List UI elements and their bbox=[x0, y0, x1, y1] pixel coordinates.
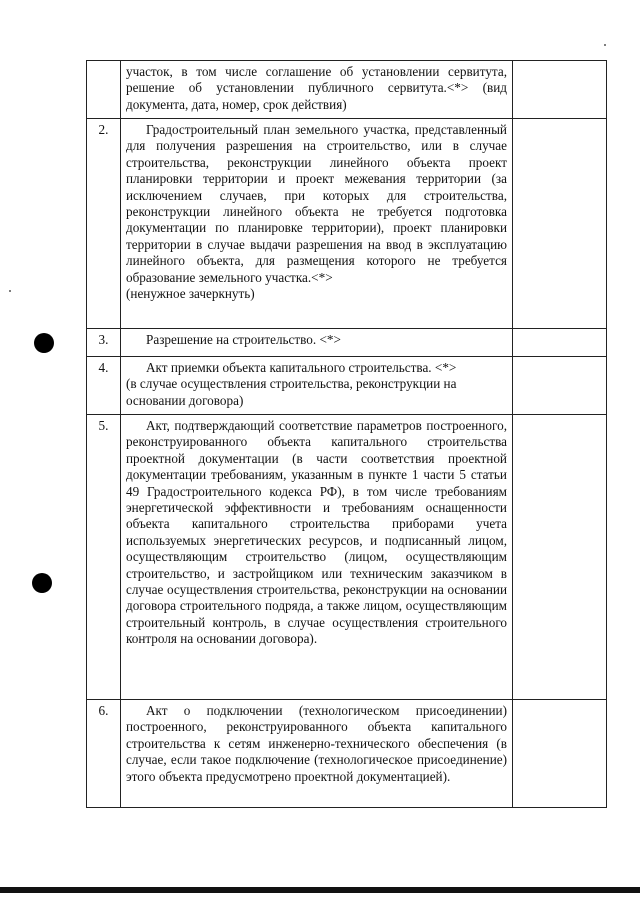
row-mark-cell bbox=[513, 61, 607, 119]
row-number: 2. bbox=[87, 119, 121, 329]
row-paragraph: участок, в том числе соглашение об установлении сервитута, решение об установлении публичного сервитута.<*> (вид документа, дата, номер, срок действия) bbox=[126, 64, 507, 112]
row-mark-cell bbox=[513, 329, 607, 357]
row-text bbox=[121, 415, 513, 700]
table-row bbox=[87, 329, 607, 357]
table-row bbox=[87, 415, 607, 700]
row-note: (ненужное зачеркнуть) bbox=[126, 286, 255, 302]
row-paragraph: Градостроительный план земельного участка, представленный для получения разрешения на строительство, или в случае строительства, реконструкции линейного объекта проект планировки территории и проект межевания территории (за исключением случаев, при которых для строительства, реконструкции линейного объекта не требуется подготовка документации по планировке территории), проект планировки территории в случае выдачи разрешения на ввод в эксплуатацию линейного объекта, для размещения которого не требуется образование земельного участка.<*> bbox=[126, 122, 507, 285]
row-number: 6. bbox=[87, 700, 121, 808]
row-paragraph: Акт приемки объекта капитального строительства. <*> bbox=[146, 360, 457, 375]
row-mark-cell bbox=[513, 119, 607, 329]
row-text bbox=[121, 119, 513, 329]
table-row bbox=[87, 61, 607, 119]
row-number: 3. bbox=[87, 329, 121, 357]
punch-hole-bottom bbox=[32, 573, 52, 593]
documents-table bbox=[86, 60, 607, 808]
row-paragraph: Разрешение на строительство. <*> bbox=[146, 332, 341, 347]
row-text bbox=[121, 329, 513, 357]
row-number: 5. bbox=[87, 415, 121, 700]
row-note: (в случае осуществления строительства, реконструкции на основании договора) bbox=[126, 376, 457, 408]
row-number: 4. bbox=[87, 357, 121, 415]
table-row bbox=[87, 700, 607, 808]
scan-bottom-edge bbox=[0, 887, 640, 893]
row-paragraph: Акт, подтверждающий соответствие параметров построенного, реконструированного объекта капитального строительства проектной документации (в части соответствия проектной документации требованиям, указанным в пункте 1 части 5 статьи 49 Градостроительного кодекса РФ), в том числе требованиям энергетической эффективности и требованиям оснащенности объекта капитального строительства приборами учета используемых энергетических ресурсов, и подписанный лицом, осуществляющим строительство (лицом, осуществляющим строительство, и застройщиком или техническим заказчиком в случае осуществления строительства, реконструкции на основании договора строительного подряда, а также лицом, осуществляющим строительный контроль, в случае осуществления строительного контроля на основании договора). bbox=[126, 418, 507, 647]
punch-hole-top bbox=[34, 333, 54, 353]
table-row bbox=[87, 119, 607, 329]
table-row bbox=[87, 357, 607, 415]
scan-speck bbox=[604, 44, 606, 46]
row-text bbox=[121, 357, 513, 415]
row-mark-cell bbox=[513, 357, 607, 415]
row-number bbox=[87, 61, 121, 119]
row-text bbox=[121, 61, 513, 119]
row-mark-cell bbox=[513, 700, 607, 808]
scan-speck bbox=[9, 290, 11, 292]
row-mark-cell bbox=[513, 415, 607, 700]
row-text bbox=[121, 700, 513, 808]
row-paragraph: Акт о подключении (технологическом присоединении) построенного, реконструированного объекта капитального строительства к сетям инженерно-технического обеспечения (в случае, если такое подключение (технологическое присоединение) этого объекта предусмотрено проектной документацией). bbox=[126, 703, 507, 784]
